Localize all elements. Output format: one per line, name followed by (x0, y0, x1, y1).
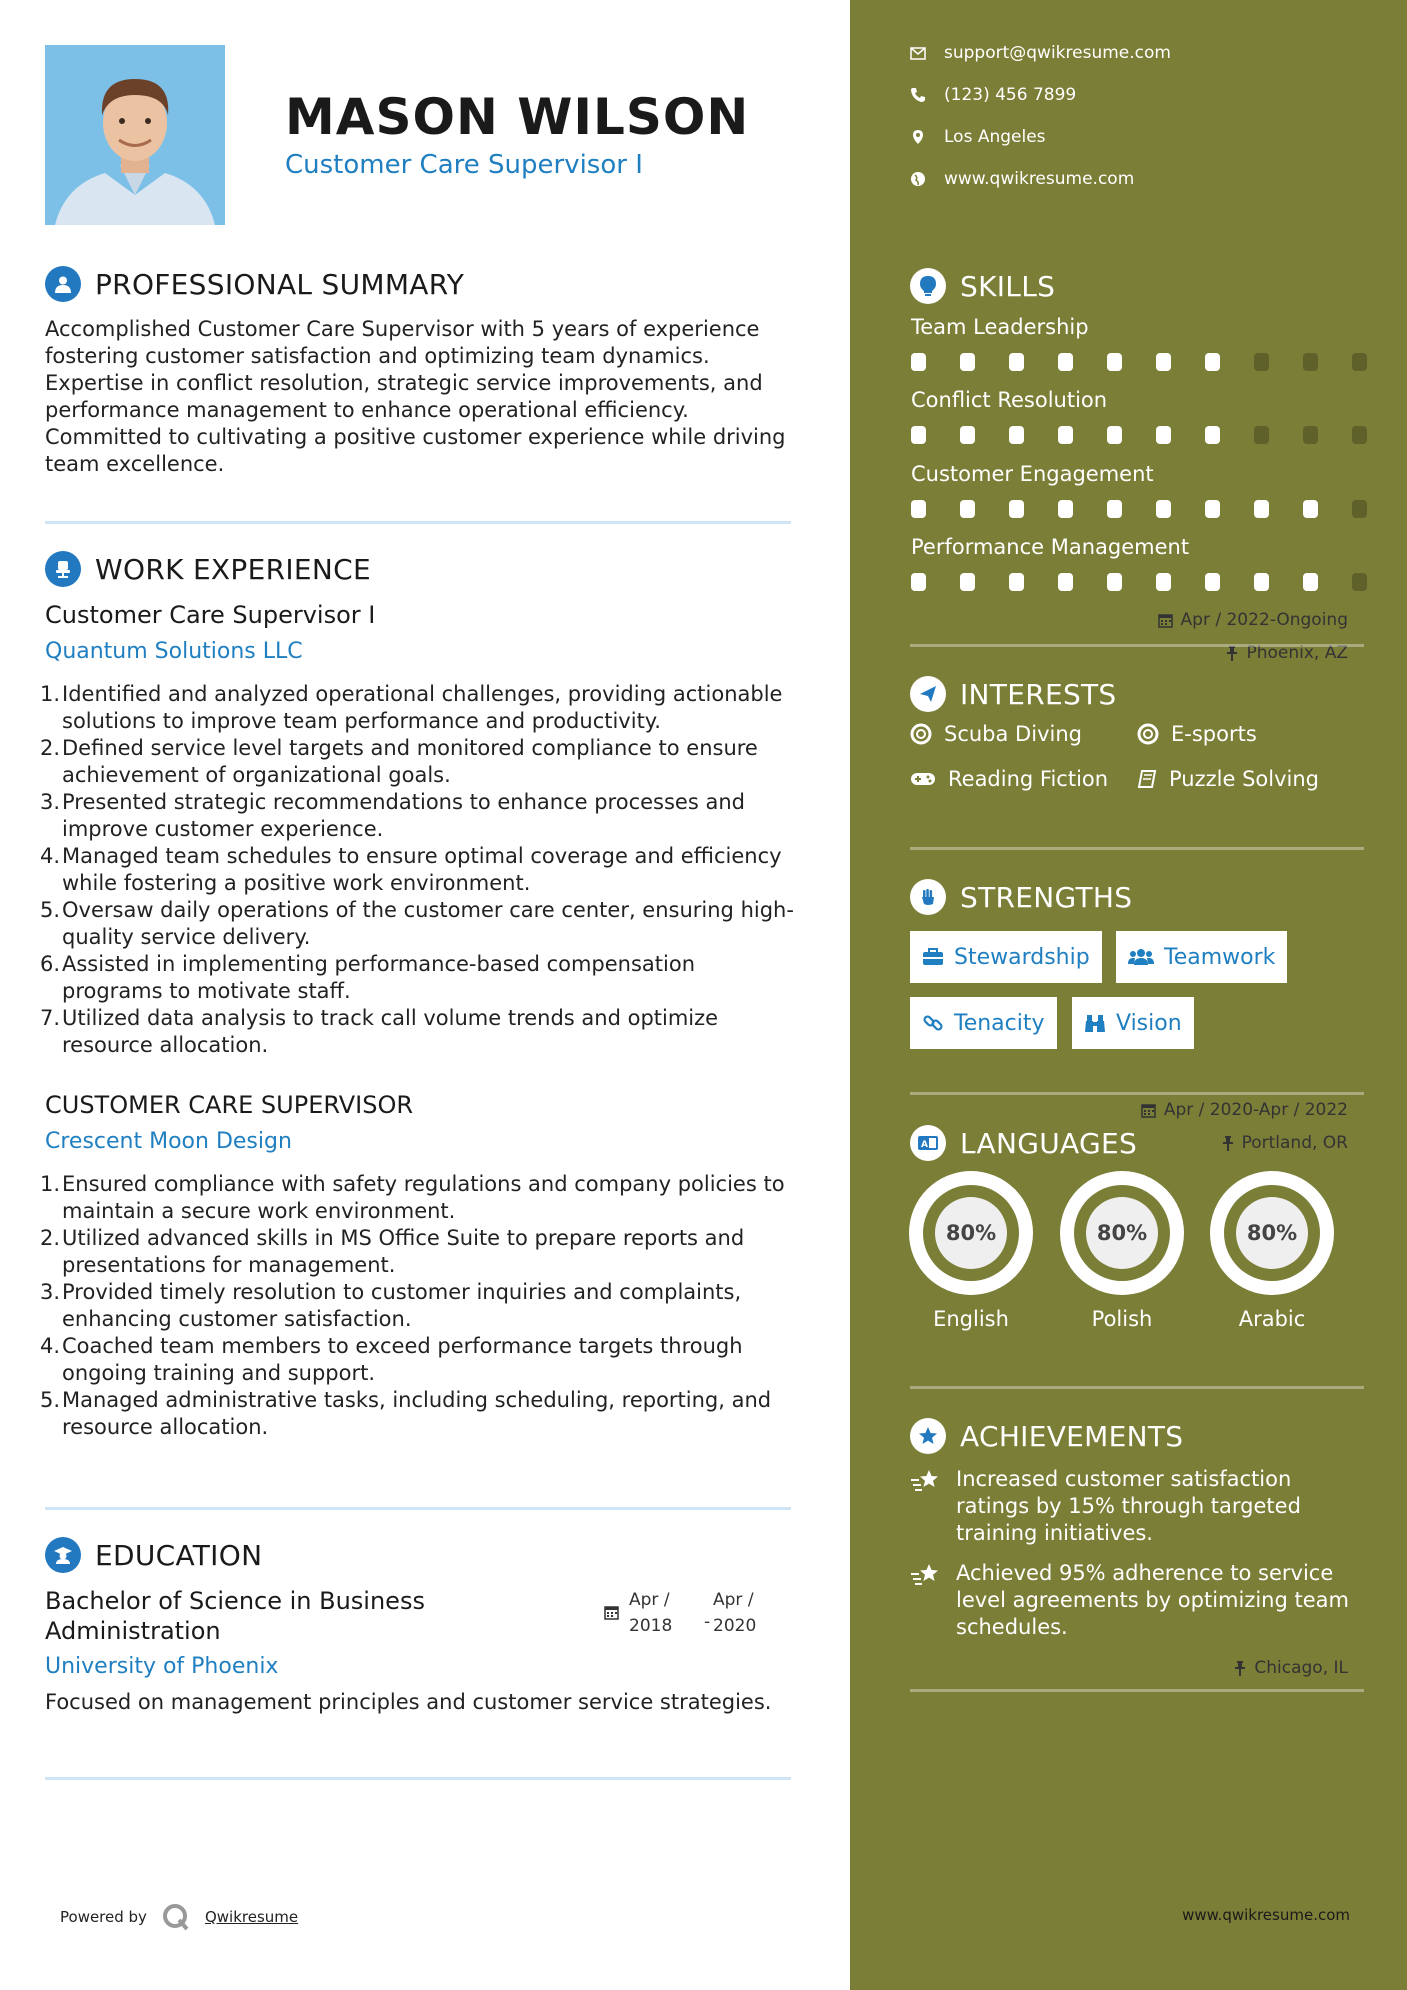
strength-chip: Teamwork (1116, 931, 1287, 983)
list-item: 2. Utilized advanced skills in MS Office Suite to prepare reports and presentations for management. (40, 1226, 745, 1277)
summary-text: Accomplished Customer Care Supervisor with 5 years of experience fostering customer satisfaction and optimizing team dynamics. Expertise in conflict resolution, strategic service improvements, and performance management to enhance operational efficiency. Committed to cultivating a positive customer experience while driving team excellence. (45, 317, 786, 476)
achievement-item: Achieved 95% adherence to service level agreements by optimizing team schedules. (910, 1560, 1360, 1641)
skill-name: Conflict Resolution (911, 388, 1108, 412)
language-ring (1210, 1171, 1334, 1295)
divider (910, 1386, 1364, 1389)
calendar-icon (1158, 613, 1173, 628)
skill-name: Performance Management (911, 535, 1190, 559)
candidate-title: Customer Care Supervisor I (285, 150, 643, 180)
skill-dot (1303, 573, 1318, 591)
map-pin-icon (910, 129, 926, 145)
qwikresume-logo-icon (161, 1902, 191, 1932)
education-location (1234, 1658, 1348, 1678)
skill-dot (1205, 500, 1220, 518)
date-separator: - (704, 1612, 711, 1632)
paper-plane-icon (910, 676, 946, 712)
list-item: 4. Coached team members to exceed performance targets through ongoing training and support. (40, 1334, 743, 1385)
profile-photo (45, 45, 225, 225)
education-heading (45, 1537, 262, 1573)
strength-chip: Tenacity (910, 997, 1057, 1049)
phone-icon (910, 87, 926, 103)
strengths-heading (910, 879, 1132, 915)
skill-dot (911, 573, 926, 591)
summary-heading (45, 266, 464, 302)
divider (910, 1689, 1364, 1692)
education-start-date: Apr / 2018 (629, 1590, 673, 1636)
languages-heading-label: LANGUAGES (960, 1126, 1138, 1160)
company-name: Quantum Solutions LLC (45, 639, 303, 664)
user-icon (45, 266, 81, 302)
interests-heading-label: INTERESTS (960, 677, 1117, 711)
skill-name: Team Leadership (911, 315, 1089, 339)
achievements-heading-label: ACHIEVEMENTS (960, 1419, 1184, 1453)
job-title: Customer Care Supervisor I (45, 601, 376, 629)
chair-icon (45, 551, 81, 587)
skill-dot (1107, 573, 1122, 591)
list-item: 5. Managed administrative tasks, including scheduling, reporting, and resource allocation. (40, 1388, 772, 1439)
skill-dot (1107, 353, 1122, 371)
envelope-icon (910, 47, 926, 60)
calendar-icon (604, 1605, 619, 1620)
skill-dot (1009, 500, 1024, 518)
shooting-star-icon (910, 1562, 942, 1588)
language-percent: 80% (1236, 1197, 1308, 1269)
divider (910, 847, 1364, 850)
link-icon (922, 1012, 944, 1034)
life-ring-icon (1137, 723, 1159, 745)
life-ring-icon (910, 723, 932, 745)
job-date-label: Apr / 2022-Ongoing (1180, 610, 1348, 630)
skill-dot (1205, 426, 1220, 444)
skill-dot (1254, 353, 1269, 371)
skill-dot (911, 426, 926, 444)
list-item: 3. Provided timely resolution to customer inquiries and complaints, enhancing customer satisfaction. (40, 1280, 742, 1331)
book-icon (1137, 769, 1157, 789)
skill-dot (1352, 500, 1367, 518)
list-item: 7. Utilized data analysis to track call volume trends and optimize resource allocation. (40, 1006, 719, 1057)
skill-dot (1254, 426, 1269, 444)
svg-text:A: A (921, 1140, 928, 1150)
skill-dot (1156, 573, 1171, 591)
graduate-icon (45, 1537, 81, 1573)
skill-name: Customer Engagement (911, 462, 1154, 486)
lightbulb-icon (910, 268, 946, 304)
divider (45, 1777, 791, 1780)
skill-dot (1107, 500, 1122, 518)
job-title: CUSTOMER CARE SUPERVISOR (45, 1091, 414, 1119)
education-heading-label: EDUCATION (95, 1538, 263, 1572)
skill-dot (1303, 500, 1318, 518)
skill-dot (1009, 573, 1024, 591)
interests-heading (910, 676, 1117, 712)
skill-dot (1058, 353, 1073, 371)
achievement-item: Increased customer satisfaction ratings by 15% through targeted training initiatives. (910, 1466, 1360, 1547)
strengths-heading-label: STRENGTHS (960, 880, 1133, 914)
language-name: English (933, 1307, 1009, 1331)
job-bullets (40, 1171, 800, 1441)
strength-chip: Stewardship (910, 931, 1102, 983)
achievements-heading (910, 1418, 1183, 1454)
list-item: 5. Oversaw daily operations of the customer care center, ensuring high-quality service delivery. (40, 898, 794, 949)
language-name: Polish (1091, 1307, 1153, 1331)
language-percent: 80% (935, 1197, 1007, 1269)
skill-dot (1254, 573, 1269, 591)
skill-dot (1058, 426, 1073, 444)
language-item (909, 1171, 1033, 1331)
calendar-icon (1141, 1103, 1156, 1118)
company-name: Crescent Moon Design (45, 1129, 292, 1154)
skill-dot (1156, 426, 1171, 444)
pin-icon (1222, 1136, 1234, 1151)
hand-icon (910, 879, 946, 915)
language-name: Arabic (1238, 1307, 1306, 1331)
education-location-label: Chicago, IL (1254, 1658, 1348, 1678)
candidate-name: MASON WILSON (285, 88, 750, 146)
language-item (1210, 1171, 1334, 1331)
job-location (1222, 1133, 1348, 1153)
languages-heading (910, 1125, 1137, 1161)
skill-dot (1156, 353, 1171, 371)
skills-heading-label: SKILLS (960, 269, 1056, 303)
skill-dot (1205, 573, 1220, 591)
job-date (1158, 610, 1348, 630)
skill-dot (1254, 500, 1269, 518)
list-item: 6. Assisted in implementing performance-based compensation programs to motivate staff. (40, 952, 696, 1003)
skill-dot (1352, 573, 1367, 591)
powered-by-label: Powered by (60, 1908, 147, 1926)
experience-heading (45, 551, 371, 587)
qwikresume-link[interactable]: Qwikresume (204, 1908, 299, 1926)
footer-website[interactable]: www.qwikresume.com (1182, 1906, 1350, 1924)
interest-item: E-sports (1137, 722, 1257, 746)
job-location-label: Portland, OR (1241, 1133, 1348, 1153)
interest-item: Scuba Diving (910, 722, 1082, 746)
skill-dot (911, 353, 926, 371)
binoculars-icon (1084, 1013, 1106, 1033)
skill-dot (1058, 500, 1073, 518)
skill-dot (960, 500, 975, 518)
skill-dot (960, 573, 975, 591)
skill-dot (1303, 353, 1318, 371)
skill-dot (1352, 426, 1367, 444)
contact-location: Los Angeles (910, 127, 1046, 147)
language-percent: 80% (1086, 1197, 1158, 1269)
divider (910, 1092, 1364, 1095)
job-location-label: Phoenix, AZ (1246, 643, 1348, 663)
divider (910, 644, 1364, 647)
skill-rating (911, 426, 1401, 444)
users-icon (1128, 948, 1154, 966)
contact-website[interactable]: www.qwikresume.com (910, 169, 1134, 189)
contact-phone[interactable]: (123) 456 7899 (910, 85, 1076, 105)
skill-dot (1009, 426, 1024, 444)
list-item: 1. Ensured compliance with safety regulations and company policies to maintain a secure work environment. (40, 1172, 785, 1223)
shooting-star-icon (910, 1468, 942, 1494)
divider (45, 521, 791, 524)
job-date-label: Apr / 2020-Apr / 2022 (1163, 1100, 1348, 1120)
degree-title: Bachelor of Science in Business Administration (45, 1587, 425, 1645)
language-ring (909, 1171, 1033, 1295)
skill-dot (1107, 426, 1122, 444)
experience-heading-label: WORK EXPERIENCE (95, 552, 371, 586)
language-icon (910, 1125, 946, 1161)
skill-dot (1156, 500, 1171, 518)
skill-dot (1303, 426, 1318, 444)
skill-dot (1009, 353, 1024, 371)
education-description: Focused on management principles and customer service strategies. (45, 1690, 772, 1714)
star-badge-icon (910, 1418, 946, 1454)
language-ring (1060, 1171, 1184, 1295)
contact-email[interactable]: support@qwikresume.com (910, 43, 1171, 63)
language-item (1060, 1171, 1184, 1331)
skill-rating (911, 500, 1401, 518)
skill-dot (960, 353, 975, 371)
education-end-date: Apr / 2020 (713, 1590, 757, 1636)
list-item: 1. Identified and analyzed operational challenges, providing actionable solutions to improve team performance and productivity. (40, 682, 783, 733)
list-item: 4. Managed team schedules to ensure optimal coverage and efficiency while fostering a positive work environment. (40, 844, 782, 895)
job-bullets (40, 681, 800, 1059)
list-item: 2. Defined service level targets and monitored compliance to ensure achievement of organizational goals. (40, 736, 758, 787)
divider (45, 1507, 791, 1510)
pin-icon (1234, 1661, 1246, 1676)
summary-heading-label: PROFESSIONAL SUMMARY (95, 267, 465, 301)
interest-item: Puzzle Solving (1137, 767, 1319, 791)
skill-dot (1058, 573, 1073, 591)
gamepad-icon (910, 771, 936, 787)
skill-dot (911, 500, 926, 518)
briefcase-icon (922, 948, 944, 966)
job-date (1141, 1100, 1348, 1120)
skill-dot (1352, 353, 1367, 371)
footer-powered-by (60, 1902, 298, 1932)
interest-item: Reading Fiction (910, 767, 1108, 791)
list-item: 3. Presented strategic recommendations to enhance processes and improve customer experience. (40, 790, 745, 841)
pin-icon (1226, 646, 1238, 661)
school-name: University of Phoenix (45, 1654, 279, 1679)
strength-chip: Vision (1072, 997, 1194, 1049)
skill-dot (1205, 353, 1220, 371)
skill-rating (911, 573, 1401, 591)
skills-heading (910, 268, 1055, 304)
globe-icon (910, 171, 926, 187)
skill-rating (911, 353, 1401, 371)
skill-dot (960, 426, 975, 444)
